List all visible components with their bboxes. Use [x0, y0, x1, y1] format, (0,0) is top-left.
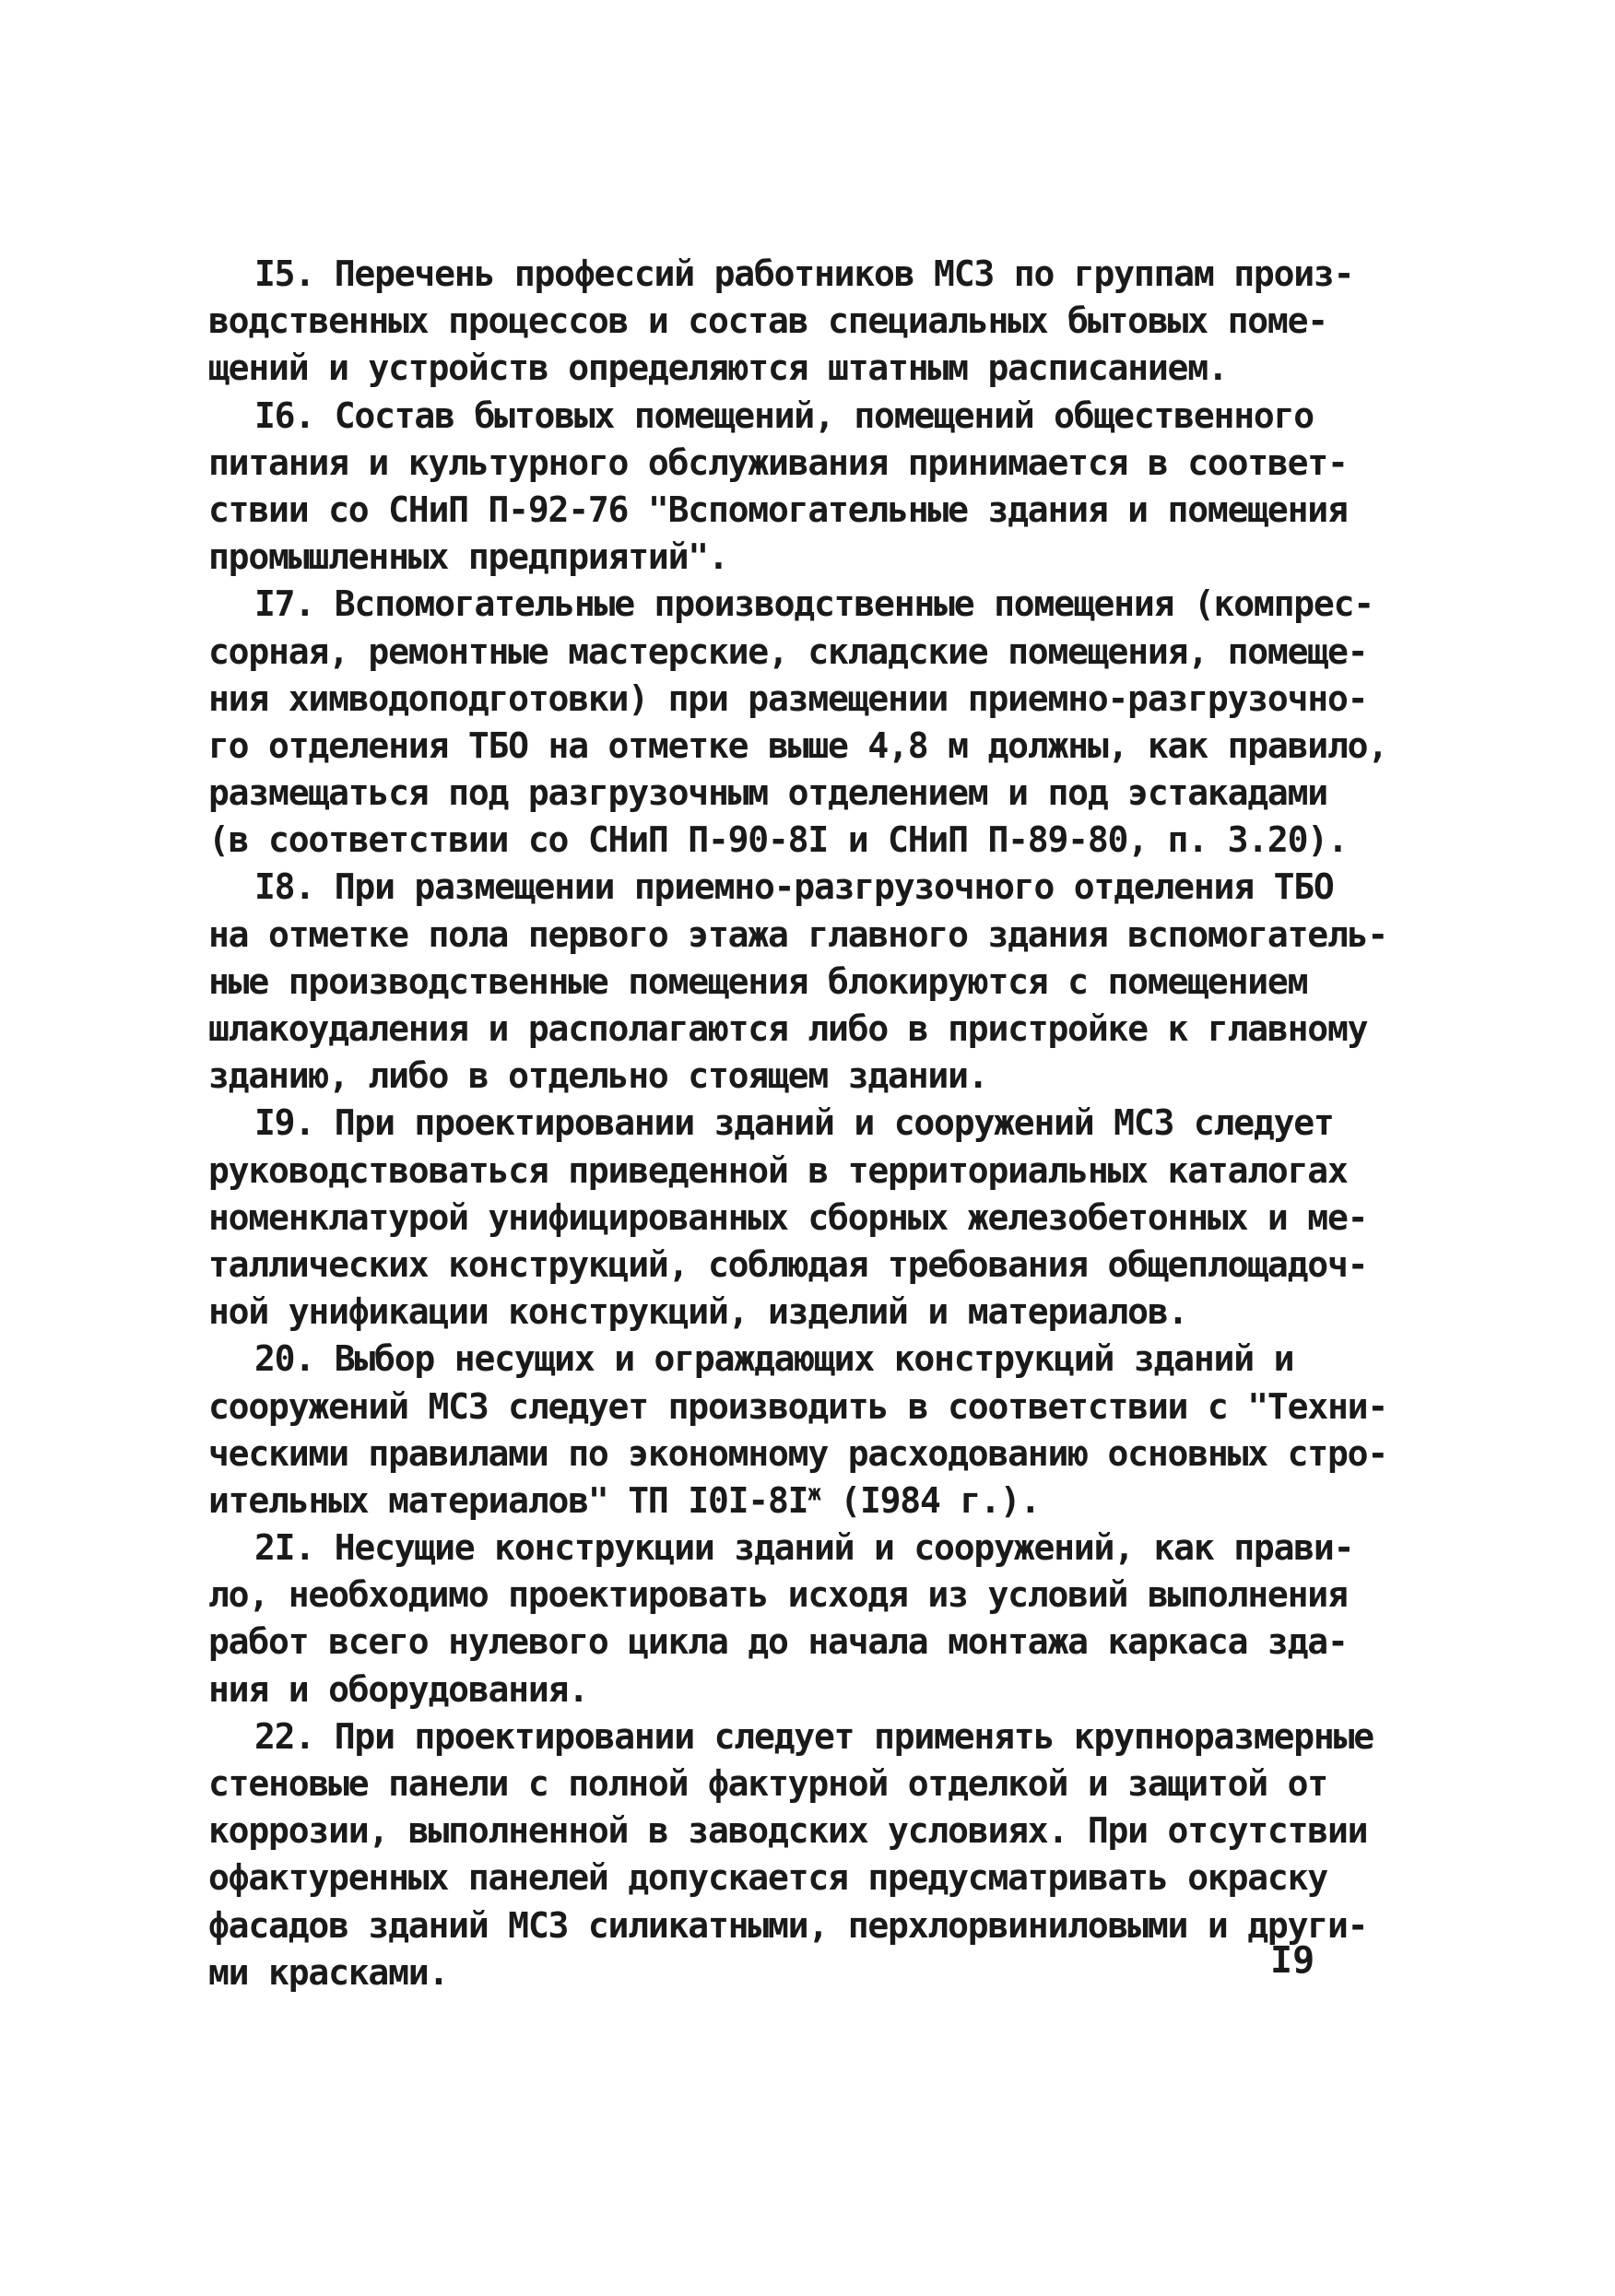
text-line-continuation: (I984 г.). [819, 1479, 1041, 1521]
text-line [208, 1336, 1324, 1383]
text-line [208, 1619, 1348, 1666]
text-line [208, 629, 1368, 676]
text-line [208, 1242, 1368, 1289]
text-line-content: 20. Выбор несущих и ограждающих конструкций зданий и [254, 1338, 1294, 1380]
text-line [208, 1572, 1348, 1619]
text-line [208, 864, 1334, 911]
text-line-content: водственных процессов и состав специальных бытовых поме- [208, 300, 1327, 342]
text-line [208, 1100, 1334, 1147]
text-line [208, 770, 1327, 817]
text-line-content: ми красками. [208, 1951, 449, 1993]
text-line [208, 1006, 1368, 1053]
text-line-content: фасадов зданий МСЗ силикатными, перхлорвиниловыми и други- [208, 1904, 1368, 1946]
text-line-content: I8. При размещении приемно-разгрузочного отделения ТБО [254, 866, 1334, 908]
text-line-content: I5. Перечень профессий работников МСЗ по группам произ- [254, 253, 1354, 294]
text-line-content: работ всего нулевого цикла до начала монтажа каркаса зда- [208, 1621, 1348, 1663]
text-line-content: ния химводоподготовки) при размещении приемно-разгрузочно- [208, 677, 1368, 719]
text-line [208, 1478, 1324, 1525]
text-line [208, 1525, 1354, 1572]
text-line-content: офактуренных панелей допускается предусматривать окраску [208, 1857, 1327, 1899]
text-line-content: ствии со СНиП П-92-76 "Вспомогательные здания и помещения [208, 489, 1348, 530]
text-line [208, 1431, 1387, 1478]
text-line [208, 393, 1324, 440]
text-line [208, 440, 1348, 487]
text-line-content: питания и культурного обслуживания принимается в соответ- [208, 442, 1348, 483]
text-line [208, 817, 1348, 864]
text-line [208, 251, 1354, 298]
text-line [208, 676, 1368, 723]
text-line-content: сооружений МСЗ следует производить в соответствии с "Техни- [208, 1385, 1387, 1427]
text-line [208, 1383, 1387, 1431]
document-body [208, 251, 1387, 1996]
text-line-content: I9. При проектировании зданий и сооружений МСЗ следует [254, 1102, 1334, 1144]
text-line-content: ные производственные помещения блокируются с помещением [208, 960, 1308, 1002]
text-line-content: коррозии, выполненной в заводских условиях. При отсутствии [208, 1810, 1368, 1852]
text-line [208, 723, 1387, 770]
text-line-content: руководствоваться приведенной в территориальных каталогах [208, 1149, 1348, 1191]
text-line [208, 487, 1348, 534]
text-line-content: 2I. Несущие конструкции зданий и сооружений, как прави- [254, 1527, 1354, 1569]
text-line-content: номенклатурой унифицированных сборных железобетонных и ме- [208, 1196, 1368, 1238]
text-line-content: I7. Вспомогательные производственные помещения (компрес- [254, 583, 1373, 625]
text-line [208, 345, 1324, 392]
text-line [208, 1148, 1348, 1195]
text-line [208, 1854, 1327, 1902]
text-line-content: 22. При проектировании следует применять крупноразмерные [254, 1715, 1373, 1757]
text-line [208, 1902, 1368, 1949]
text-line [208, 298, 1327, 345]
text-line-content: сорная, ремонтные мастерские, складские помещения, помеще- [208, 630, 1368, 672]
superscript-mark: ж [808, 1479, 820, 1506]
text-line-content: таллических конструкций, соблюдая требования общеплощадоч- [208, 1243, 1368, 1285]
text-line-content: ческими правилами по экономному расходованию основных стро- [208, 1432, 1387, 1474]
text-line-content: ло, необходимо проектировать исходя из условий выполнения [208, 1574, 1348, 1616]
text-line-content: промышленных предприятий". [208, 536, 728, 578]
text-line-content: размещаться под разгрузочным отделением и под эстакадами [208, 772, 1327, 814]
text-line-content: го отделения ТБО на отметке выше 4,8 м должны, как правило, [208, 724, 1387, 766]
text-line [208, 1053, 1324, 1100]
text-line-content: ительных материалов" ТП I0I-8I [208, 1479, 808, 1521]
text-line-content: ния и оборудования. [208, 1668, 588, 1710]
text-line [208, 1713, 1373, 1760]
text-line-content: стеновые панели с полной фактурной отделкой и защитой от [208, 1763, 1327, 1804]
text-line [208, 1949, 1324, 1996]
text-line-content: на отметке пола первого этажа главного здания вспомогатель- [208, 913, 1387, 955]
text-line-content: I6. Состав бытовых помещений, помещений общественного [254, 394, 1314, 436]
text-line [208, 1666, 1324, 1713]
page-number: I9 [1270, 1939, 1315, 1982]
text-line-content: (в соответствии со СНиП П-90-8I и СНиП П-89-80, п. 3.20). [208, 819, 1348, 861]
text-line-content: щений и устройств определяются штатным расписанием. [208, 347, 1228, 389]
text-line [208, 959, 1324, 1006]
text-line-content: ной унификации конструкций, изделий и материалов. [208, 1291, 1188, 1333]
text-line [208, 912, 1387, 959]
text-line [208, 1760, 1327, 1807]
text-line [208, 1289, 1324, 1336]
text-line-content: зданию, либо в отдельно стоящем здании. [208, 1055, 988, 1097]
text-line [208, 1807, 1368, 1854]
text-line [208, 534, 1324, 581]
text-line [208, 581, 1373, 628]
text-line [208, 1195, 1368, 1242]
text-line-content: шлакоудаления и располагаются либо в пристройке к главному [208, 1008, 1368, 1049]
